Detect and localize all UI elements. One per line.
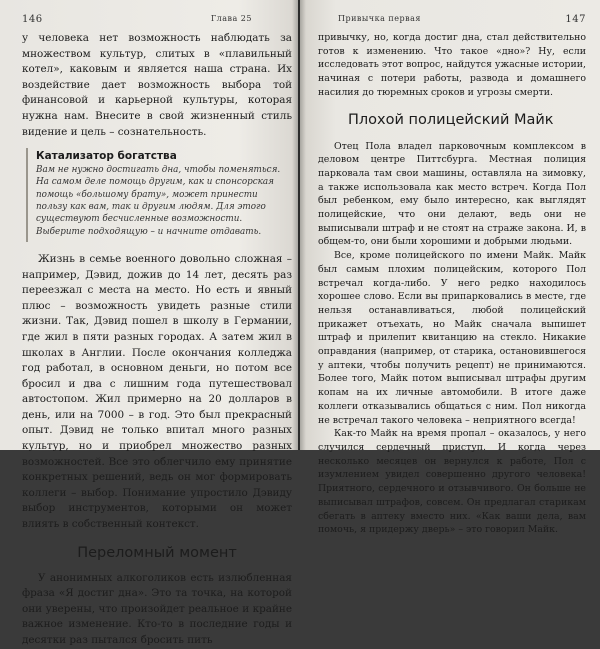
left-chapter-title: Глава 25 bbox=[210, 14, 252, 23]
left-page bbox=[0, 0, 298, 646]
left-paragraph-alcoholics: У анонимных алкоголиков есть излюбленная фраза «Я достиг дна». Это та точка, на которой они уверены, что произойдет реальное и крайне важное изменение. Кто-то в последние годы и десятки раз пытался бросить пить bbox=[22, 571, 292, 646]
right-page bbox=[300, 0, 600, 536]
right-paragraph-parking: Отец Пола владел парковочным комплексом в деловом центре Питтсбурга. Местная полиция парковала там свои машины, оставляла на зимовку, а также использовала как место встреч. Когда Пол был ребенком, ему было интересно, как выглядят полицейские, что они делают, ведь они не выписывали штраф и не стоят на страже закона. И, в общем-то, они были хорошими и добрыми людьми. bbox=[318, 140, 586, 248]
right-page-number: 147 bbox=[565, 14, 586, 25]
left-paragraph-military-family: Жизнь в семье военного довольно сложная – например, Дэвид, дожив до 14 лет, десять раз переезжал с места на место. Но есть и явный плюс – возможность увидеть разные стили жизни. Так, Дэвид пошел в школу в Германии, где жил в пяти разных городах. А затем жил в школах в Англии. После окончания колледжа год работал, в основном деньги, но потом все бросил и два с лишним года путешествовал автостопом. Жил примерно на 20 долларов в день, или на 7000 – в год. Это был прекрасный опыт. Дэвид не только впитал много разных культур, но и приобрел множество разных возможностей. Все это облегчило ему принятие конкретных решений, ведь он мог формировать коллеги – выбор. Понимание упростило Дэвиду выбор инструментов, которыми он может влиять в собственный контекст. bbox=[22, 252, 292, 531]
right-top-paragraph: привычку, но, когда достиг дна, стал действительно готов к изменению. Что такое «дно»? Ну, если исследовать этот вопрос, найдутся ужасные истории, начиная с потери работы, развода и домашнего насилия до тюремных сроков и угрозы смерти. bbox=[318, 32, 586, 98]
right-running-head bbox=[318, 14, 586, 25]
right-paragraph-heart-attack: Как-то Майк на время пропал – оказалось, у него случился сердечный приступ. И когда через несколько месяцев он вернулся к работе, Пол с изумлением увидел совершенно другого человека! Приятного, сердечного и отзывчивого. Он больше не выписывал штрафов, совсем. Он предлагал старикам сбегать в аптеку вместо них. «Как ваши дела, вам помочь, я придержу дверь» – это говорил Майк. bbox=[318, 428, 586, 536]
left-top-paragraph: у человека нет возможность наблюдать за множеством культур, слитых в «плавильный котел», каковым и является наша страна. Их воздействие дает возможность выбора той финансовой и карьерной культуры, которая нужна нам. Внесите в свой жизненный стиль видение и цель – сознательность. bbox=[22, 32, 292, 138]
wealth-catalyst-callout bbox=[26, 148, 292, 242]
book-gutter bbox=[292, 0, 306, 450]
section-heading-turning-point: Переломный момент bbox=[77, 544, 237, 561]
callout-text: Вам не нужно достигать дна, чтобы поменяться. На самом деле помощь другим, как и спонсорская помощь «большому брату», может принести пользу как вам, так и другим людям. Для этого существуют бесчисленные возможности. Выберите подходящую – и начните отдавать. bbox=[36, 165, 281, 237]
right-running-title: Привычка первая bbox=[338, 14, 421, 23]
left-running-head bbox=[22, 14, 292, 25]
callout-title: Катализатор богатства bbox=[36, 150, 177, 163]
right-paragraph-mike: Все, кроме полицейского по имени Майк. Майк был самым плохим полицейским, которого Пол встречал когда-либо. У него редко находилось хорошее слово. Если вы припарковались в месте, где нельзя останавливаться, любой полицейский прикажет отъехать, но Майк сначала выпишет штраф и прилепит квитанцию на стекло. Никакие оправдания (например, от старика, остановившегося у аптеки, чтобы получить рецепт) не принимаются. Более того, Майк потом выписывал штрафы другим копам на их личные автомобили. В итоге даже коллеги отказывались общаться с ним. Пол никогда не встречал такого человека – неприятного всегда! bbox=[318, 250, 586, 426]
section-heading-bad-cop-mike: Плохой полицейский Майк bbox=[348, 111, 554, 128]
left-page-number: 146 bbox=[22, 14, 43, 25]
